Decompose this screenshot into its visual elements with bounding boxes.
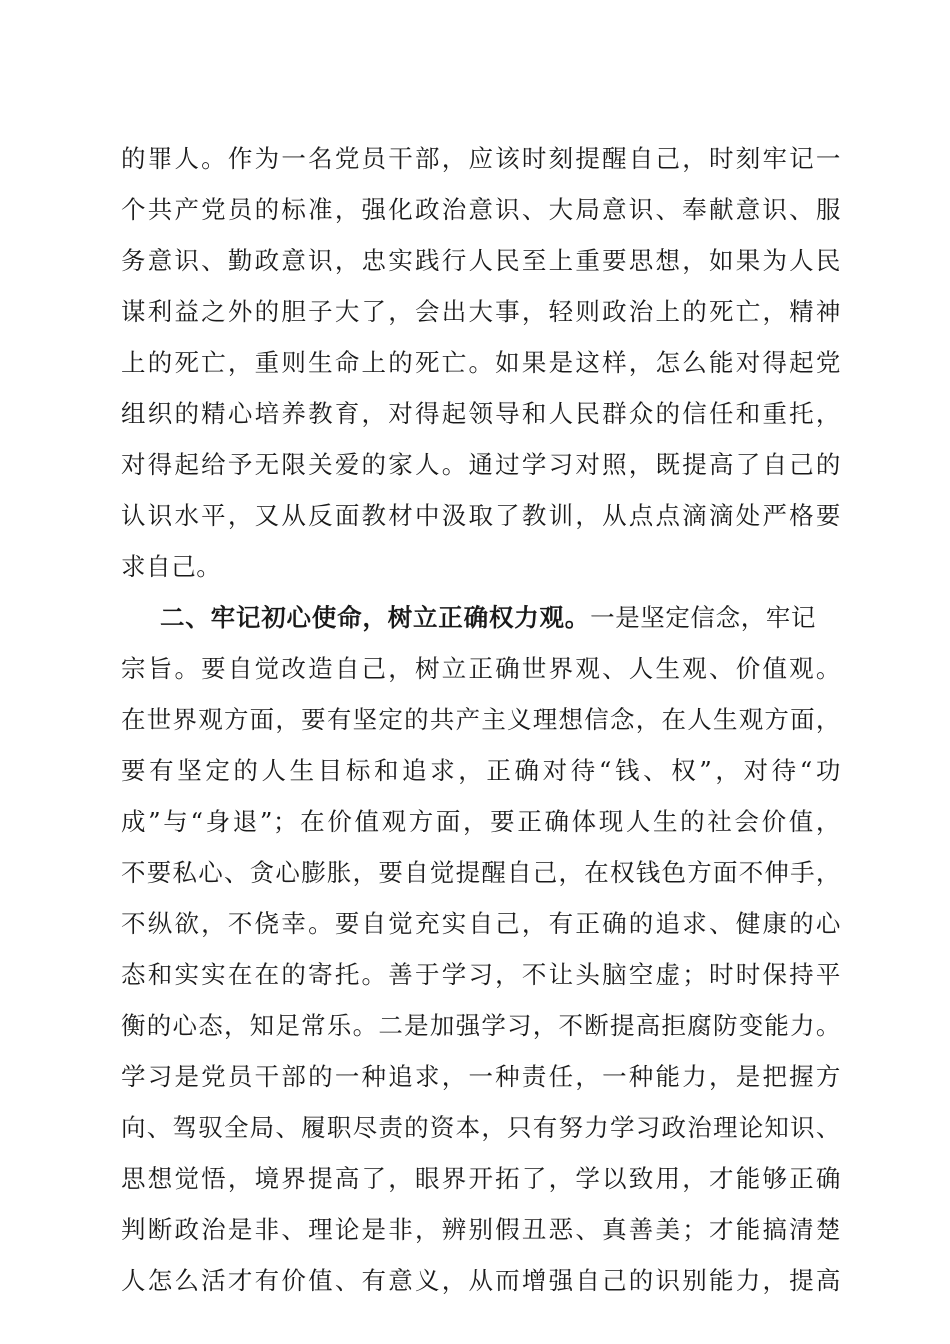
section-heading: 二、牢记初心使命，树立正确权力观。 <box>160 603 591 632</box>
paragraph-2-line-14: 人怎么活才有价值、有意义，从而增强自己的识别能力，提高 <box>121 1266 841 1295</box>
paragraph-1-line-4: 谋利益之外的胆子大了，会出大事，轻则政治上的死亡，精神 <box>121 297 841 326</box>
paragraph-1-line-9: 求自己。 <box>121 552 222 581</box>
paragraph-1-line-3: 务意识、勤政意识，忠实践行人民至上重要思想，如果为人民 <box>121 246 841 275</box>
paragraph-2-line-8: 态和实实在在的寄托。善于学习，不让头脑空虚；时时保持平 <box>121 960 841 989</box>
paragraph-1-line-5: 上的死亡，重则生命上的死亡。如果是这样，怎么能对得起党 <box>121 348 841 377</box>
paragraph-2-line-13: 判断政治是非、理论是非，辨别假丑恶、真善美；才能搞清楚 <box>121 1215 841 1244</box>
section-first-line-text: 一是坚定信念，牢记 <box>590 603 817 632</box>
paragraph-2-line-12: 思想觉悟，境界提高了，眼界开拓了，学以致用，才能够正确 <box>121 1164 841 1193</box>
paragraph-1-line-8: 认识水平，又从反面教材中汲取了教训，从点点滴滴处严格要 <box>121 501 841 530</box>
paragraph-2-line-11: 向、驾驭全局、履职尽责的资本，只有努力学习政治理论知识、 <box>121 1113 841 1142</box>
paragraph-2-line-9: 衡的心态，知足常乐。二是加强学习，不断提高拒腐防变能力。 <box>121 1011 841 1040</box>
paragraph-2-line-7: 不纵欲，不侥幸。要自觉充实自己，有正确的追求、健康的心 <box>121 909 841 938</box>
paragraph-2-line-6: 不要私心、贪心膨胀，要自觉提醒自己，在权钱色方面不伸手， <box>121 858 841 887</box>
paragraph-2-line-10: 学习是党员干部的一种追求，一种责任，一种能力，是把握方 <box>121 1062 841 1091</box>
paragraph-1-line-2: 个共产党员的标准，强化政治意识、大局意识、奉献意识、服 <box>121 195 841 224</box>
paragraph-2-line-1 <box>160 596 825 640</box>
paragraph-1-line-1: 的罪人。作为一名党员干部，应该时刻提醒自己，时刻牢记一 <box>121 144 841 173</box>
paragraph-2-line-3: 在世界观方面，要有坚定的共产主义理想信念，在人生观方面， <box>121 705 841 734</box>
paragraph-2-line-5: 成”与“身退”；在价值观方面，要正确体现人生的社会价值， <box>121 807 841 836</box>
paragraph-1-line-7: 对得起给予无限关爱的家人。通过学习对照，既提高了自己的 <box>121 450 841 479</box>
paragraph-2-line-4: 要有坚定的人生目标和追求，正确对待“钱、权”，对待“功 <box>121 756 841 785</box>
paragraph-2-line-2: 宗旨。要自觉改造自己，树立正确世界观、人生观、价值观。 <box>121 654 841 683</box>
paragraph-1-line-6: 组织的精心培养教育，对得起领导和人民群众的信任和重托， <box>121 399 841 428</box>
